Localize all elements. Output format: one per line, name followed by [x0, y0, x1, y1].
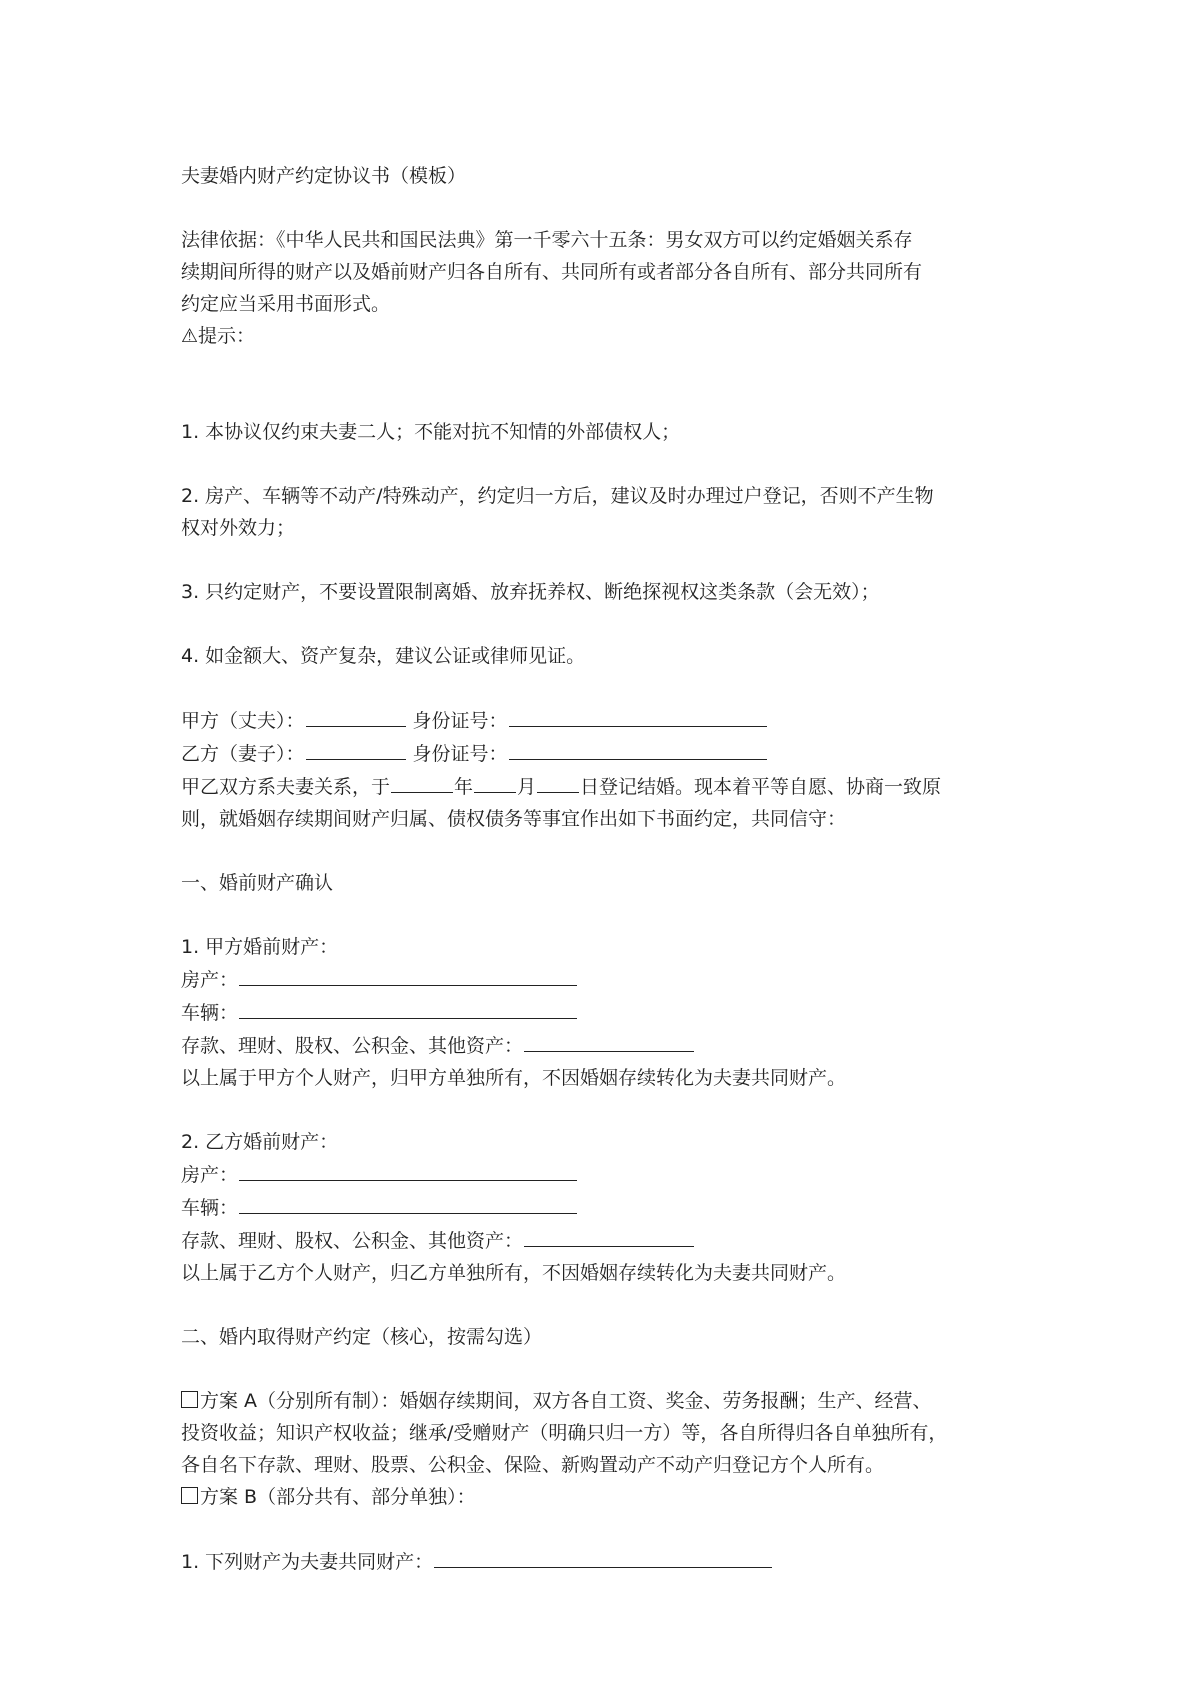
party-b-label: 乙方（妻子）：	[181, 743, 305, 765]
party-a-other-line	[181, 1029, 1041, 1062]
marriage-day-suffix: 日登记结婚。现本着平等自愿、协商一致原	[580, 776, 942, 798]
legal-basis-line-1: 法律依据：《中华人民共和国民法典》第一千零六十五条：男女双方可以约定婚姻关系存	[181, 229, 913, 251]
tip-label: ⚠提示：	[181, 325, 256, 347]
party-b-premarital-heading: 2. 乙方婚前财产：	[181, 1131, 339, 1153]
party-a-line	[181, 704, 1041, 737]
party-b-car-line	[181, 1191, 1041, 1224]
party-a-id-field[interactable]	[509, 704, 767, 727]
document-title: 夫妻婚内财产约定协议书（模板）	[181, 165, 467, 187]
document-page	[181, 160, 1041, 1578]
year-label: 年	[454, 776, 474, 798]
legal-basis-line-2: 续期间所得的财产以及婚前财产归各自所有、共同所有或者部分各自所有、部分共同所有	[181, 261, 923, 283]
party-a-premarital-heading: 1. 甲方婚前财产：	[181, 936, 339, 958]
party-b-name-field[interactable]	[306, 737, 406, 760]
other-assets-label: 存款、理财、股权、公积金、其他资产：	[181, 1035, 524, 1057]
legal-basis-line-3: 约定应当采用书面形式。	[181, 293, 391, 315]
plan-a-checkbox[interactable]	[181, 1391, 198, 1408]
marriage-prefix: 甲乙双方系夫妻关系，于	[181, 776, 391, 798]
party-a-conclusion: 以上属于甲方个人财产，归甲方单独所有，不因婚姻存续转化为夫妻共同财产。	[181, 1067, 847, 1089]
party-a-car-field[interactable]	[239, 996, 577, 1019]
party-b-other-field[interactable]	[524, 1224, 694, 1247]
party-a-name-field[interactable]	[306, 704, 406, 727]
party-a-house-field[interactable]	[239, 963, 577, 986]
party-a-house-line	[181, 963, 1041, 996]
tip-item-1: 1. 本协议仅约束夫妻二人；不能对抗不知情的外部债权人；	[181, 421, 681, 443]
common-property-field[interactable]	[434, 1545, 772, 1568]
party-b-house-field[interactable]	[239, 1158, 577, 1181]
marriage-month-field[interactable]	[474, 770, 516, 793]
car-label: 车辆：	[181, 1197, 239, 1219]
marriage-day-field[interactable]	[537, 770, 579, 793]
plan-a-line-2: 投资收益；知识产权收益；继承/受赠财产（明确只归一方）等，各自所得归各自单独所有，	[181, 1422, 948, 1444]
plan-a-text-1: 方案 A（分别所有制）：婚姻存续期间，双方各自工资、奖金、劳务报酬；生产、经营、	[200, 1390, 932, 1412]
party-b-house-line	[181, 1158, 1041, 1191]
marriage-year-field[interactable]	[391, 770, 453, 793]
plan-b-checkbox[interactable]	[181, 1487, 198, 1504]
party-a-car-line	[181, 996, 1041, 1029]
party-a-label: 甲方（丈夫）：	[181, 710, 305, 732]
party-b-conclusion: 以上属于乙方个人财产，归乙方单独所有，不因婚姻存续转化为夫妻共同财产。	[181, 1262, 847, 1284]
tip-item-2-line-2: 权对外效力；	[181, 517, 296, 539]
plan-a-line-1	[181, 1385, 1041, 1417]
plan-b-text: 方案 B（部分共有、部分单独）：	[200, 1486, 476, 1508]
other-assets-label: 存款、理财、股权、公积金、其他资产：	[181, 1230, 524, 1252]
party-b-id-field[interactable]	[509, 737, 767, 760]
section-1-heading: 一、婚前财产确认	[181, 872, 334, 894]
car-label: 车辆：	[181, 1002, 239, 1024]
party-b-car-field[interactable]	[239, 1191, 577, 1214]
house-label: 房产：	[181, 1164, 239, 1186]
marriage-date-line	[181, 770, 1041, 803]
house-label: 房产：	[181, 969, 239, 991]
plan-a-line-3: 各自名下存款、理财、股票、公积金、保险、新购置动产不动产归登记方个人所有。	[181, 1454, 885, 1476]
tip-item-2-line-1: 2. 房产、车辆等不动产/特殊动产，约定归一方后，建议及时办理过户登记，否则不产生物	[181, 485, 934, 507]
party-a-other-field[interactable]	[524, 1029, 694, 1052]
party-a-id-label: 身份证号：	[406, 710, 508, 732]
marriage-line-2: 则，就婚姻存续期间财产归属、债权债务等事宜作出如下书面约定，共同信守：	[181, 808, 847, 830]
party-b-line	[181, 737, 1041, 770]
common-property-label: 1. 下列财产为夫妻共同财产：	[181, 1551, 434, 1573]
common-property-line	[181, 1545, 1041, 1578]
month-label: 月	[517, 776, 537, 798]
plan-b-line	[181, 1481, 1041, 1513]
tip-item-4: 4. 如金额大、资产复杂，建议公证或律师见证。	[181, 645, 586, 667]
party-b-id-label: 身份证号：	[406, 743, 508, 765]
party-b-other-line	[181, 1224, 1041, 1257]
tip-item-3: 3. 只约定财产，不要设置限制离婚、放弃抚养权、断绝探视权这类条款（会无效）；	[181, 581, 880, 603]
section-2-heading: 二、婚内取得财产约定（核心，按需勾选）	[181, 1326, 543, 1348]
